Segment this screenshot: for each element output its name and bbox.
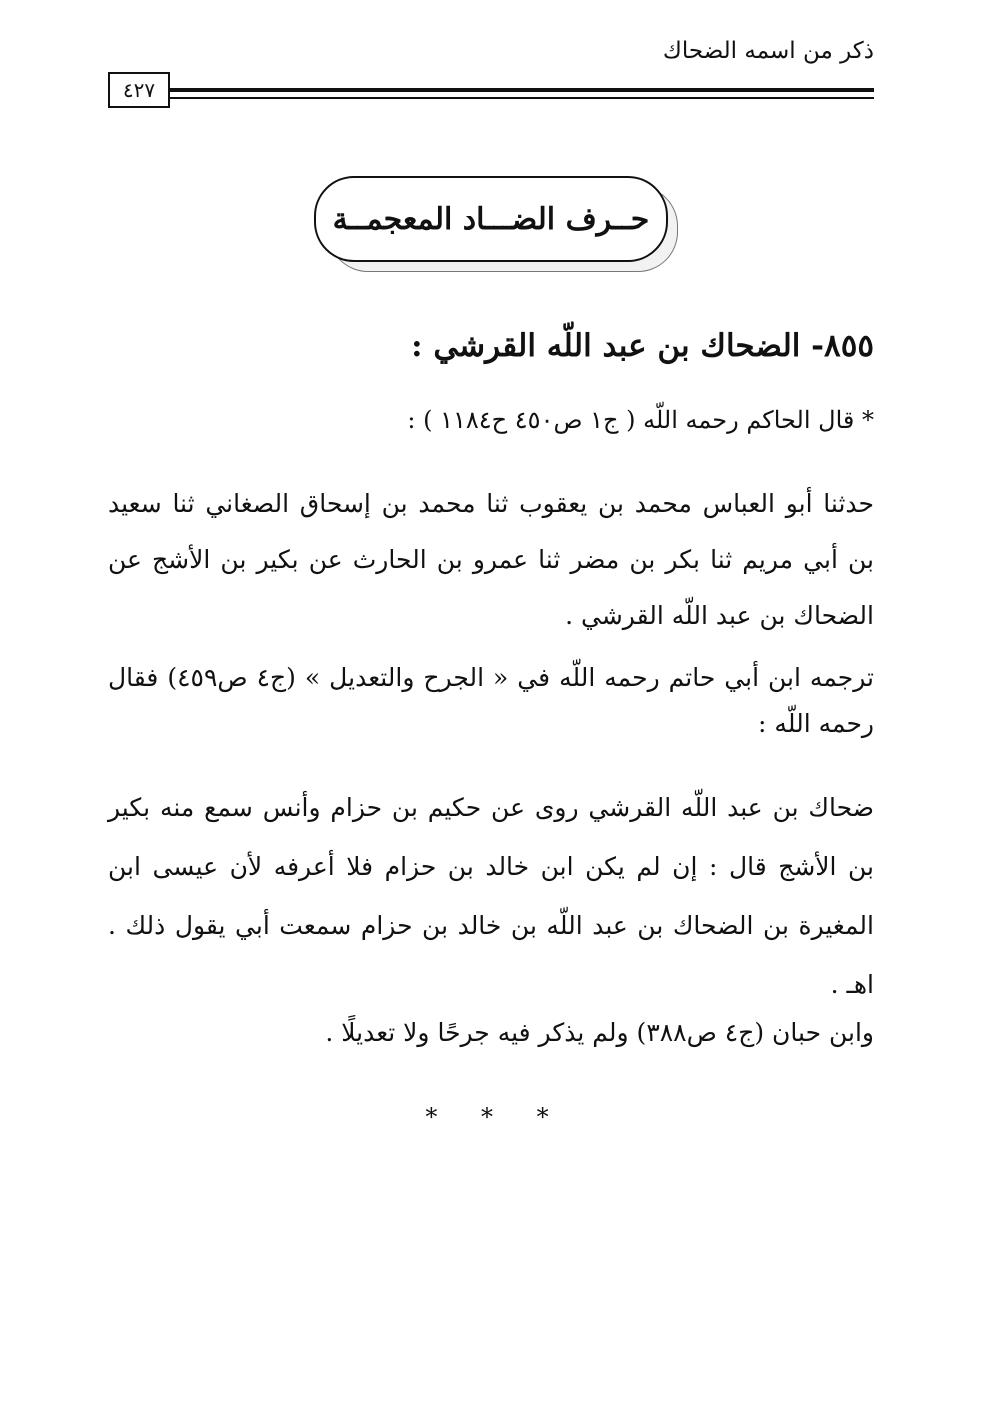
page-number: ٤٢٧ — [108, 72, 170, 108]
ibn-hibban-paragraph: وابن حبان (ج٤ ص٣٨٨) ولم يذكر فيه جرحًا ولا تعديلًا . — [325, 1018, 874, 1047]
running-header: ذكر من اسمه الضحاك — [662, 38, 874, 64]
source-line: * قال الحاكم رحمه اللّه ( ج١ ص٤٥٠ ح١١٨٤ ) : — [407, 406, 874, 434]
ibn-abi-hatim-paragraph: ترجمه ابن أبي حاتم رحمه اللّه في « الجرح والتعديل » (ج٤ ص٤٥٩) فقال رحمه اللّه : — [108, 663, 874, 738]
separator-asterisks: * * * — [425, 1103, 567, 1131]
section-frame — [314, 176, 668, 262]
header-rule-thick — [170, 88, 874, 92]
isnad-paragraph: حدثنا أبو العباس محمد بن يعقوب ثنا محمد بن إسحاق الصغاني ثنا سعيد بن أبي مريم ثنا بكر بن مضر ثنا عمرو بن الحارث عن بكير بن الأشج عن الضحاك بن عبد اللّه القرشي . — [108, 489, 874, 630]
section-title: حــرف الضـــاد المعجمــة — [332, 201, 650, 237]
entry-heading: ٨٥٥- الضحاك بن عبد اللّه القرشي : — [411, 328, 874, 364]
quote-paragraph: ضحاك بن عبد اللّه القرشي روى عن حكيم بن حزام وأنس سمع منه بكير بن الأشج قال : إن لم يكن ابن خالد بن حزام فلا أعرفه لأن عيسى ابن المغيرة بن الضحاك بن عبد اللّه بن خالد بن حزام سمعت أبي يقول ذلك . اهـ . — [108, 793, 874, 999]
header-rule-thin — [170, 97, 874, 99]
